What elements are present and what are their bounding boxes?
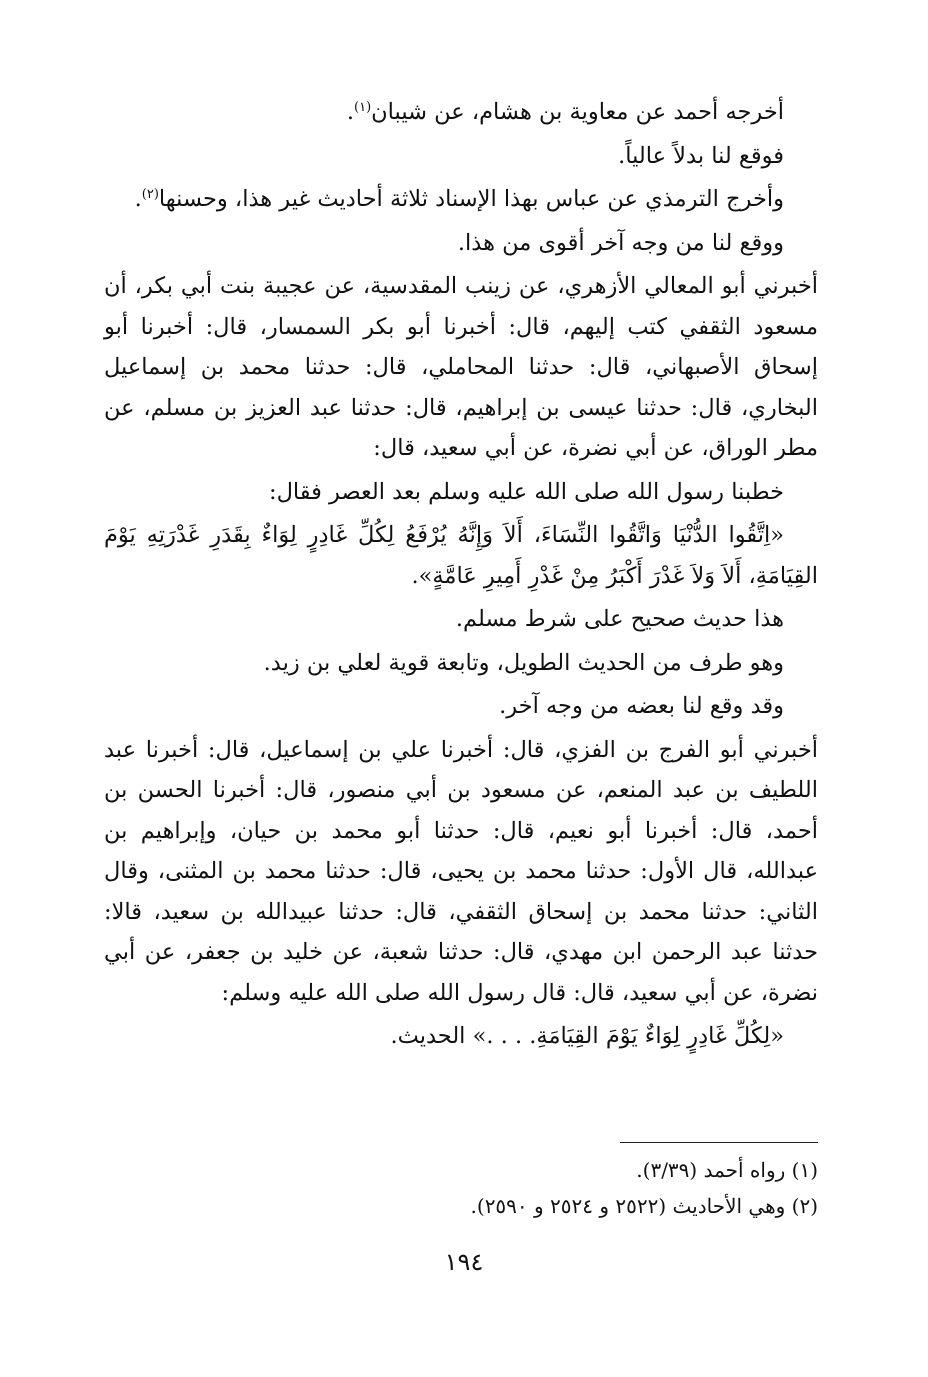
paragraph-tail: . [346,99,355,125]
paragraph [104,179,818,220]
paragraph: وهو طرف من الحديث الطويل، وتابعة قوية لعلي بن زيد. [263,649,784,676]
footnote-divider [620,1142,818,1143]
paragraph: ووقع لنا من وجه آخر أقوى من هذا. [457,229,784,256]
paragraph: هذا حديث صحيح على شرط مسلم. [455,606,784,632]
paragraph-text: وأخرج الترمذي عن عباس بهذا الإسناد ثلاثة أحاديث غير هذا، وحسنها [158,186,784,212]
page-number: ١٩٤ [444,1248,484,1276]
paragraph [104,92,818,133]
hadith-quote: «لِكُلِّ غَادِرٍ لِوَاءٌ يَوْمَ القِيَامَةِ. . . .» الحديث. [390,1023,784,1049]
hadith-quote: «اِتَّقُوا الدُّنْيَا وَاتَّقُوا النِّسَاءَ، أَلاَ وَإِنَّهُ يُرْفَعُ لِكُلِّ غَادِرٍ لِوَاءٌ بِقَدَرِ غَدْرَتِهِ يَوْمَ القِيَامَةِ، أَلاَ وَلاَ غَدْرَ أَكْبَرُ مِنْ غَدْرِ أَمِيرِ عَامَّةٍ». [104,522,818,589]
paragraph: خطبنا رسول الله صلى الله عليه وسلم بعد العصر فقال: [268,478,784,505]
footnotes [104,1152,818,1224]
paragraph: أخبرني أبو المعالي الأزهري، عن زينب المقدسية، عن عجيبة بنت أبي بكر، أن مسعود الثقفي كتب إليهم، قال: أخبرنا أبو بكر السمسار، قال: أخبرنا أبو إسحاق الأصبهاني، قال: حدثنا المحاملي، قال: حدثنا محمد بن إسماعيل البخاري، قال: حدثنا عيسى بن إبراهيم، قال: حدثنا عبد العزيز بن مسلم، عن مطر الوراق، عن أبي نضرة، عن أبي سعيد، قال: [104,273,818,461]
paragraph-text: أخرجه أحمد عن معاوية بن هشام، عن شيبان [371,99,784,125]
footnote: (١) رواه أحمد (٣/٣٩). [636,1158,818,1182]
paragraph-tail: . [134,186,142,212]
paragraph: وقد وقع لنا بعضه من وجه آخر. [499,693,784,719]
footnote-ref[interactable]: (١) [354,100,372,115]
footnote-ref[interactable]: (٢) [141,187,159,202]
paragraph: فوقع لنا بدلاً عالياً. [618,142,784,169]
paragraph: أخبرني أبو الفرج بن الفزي، قال: أخبرنا علي بن إسماعيل، قال: أخبرنا عبد اللطيف بن عبد المنعم، عن مسعود بن أبي منصور، قال: أخبرنا الحسن بن أحمد، قال: أخبرنا أبو نعيم، قال: حدثنا أبو محمد بن حيان، وإبراهيم بن عبدالله، قال الأول: حدثنا محمد بن يحيى، قال: حدثنا محمد بن المثنى، وقال الثاني: حدثنا محمد بن إسحاق الثقفي، قال: حدثنا عبيدالله بن سعيد، قالا: حدثنا عبد الرحمن ابن مهدي، قال: حدثنا شعبة، عن خليد بن جعفر، عن أبي نضرة، عن أبي سعيد، قال: قال رسول الله صلى الله عليه وسلم: [104,736,818,1006]
main-text [104,92,818,1060]
footnote: (٢) وهي الأحاديث (٢٥٢٢ و ٢٥٢٤ و ٢٥٩٠). [470,1194,818,1218]
